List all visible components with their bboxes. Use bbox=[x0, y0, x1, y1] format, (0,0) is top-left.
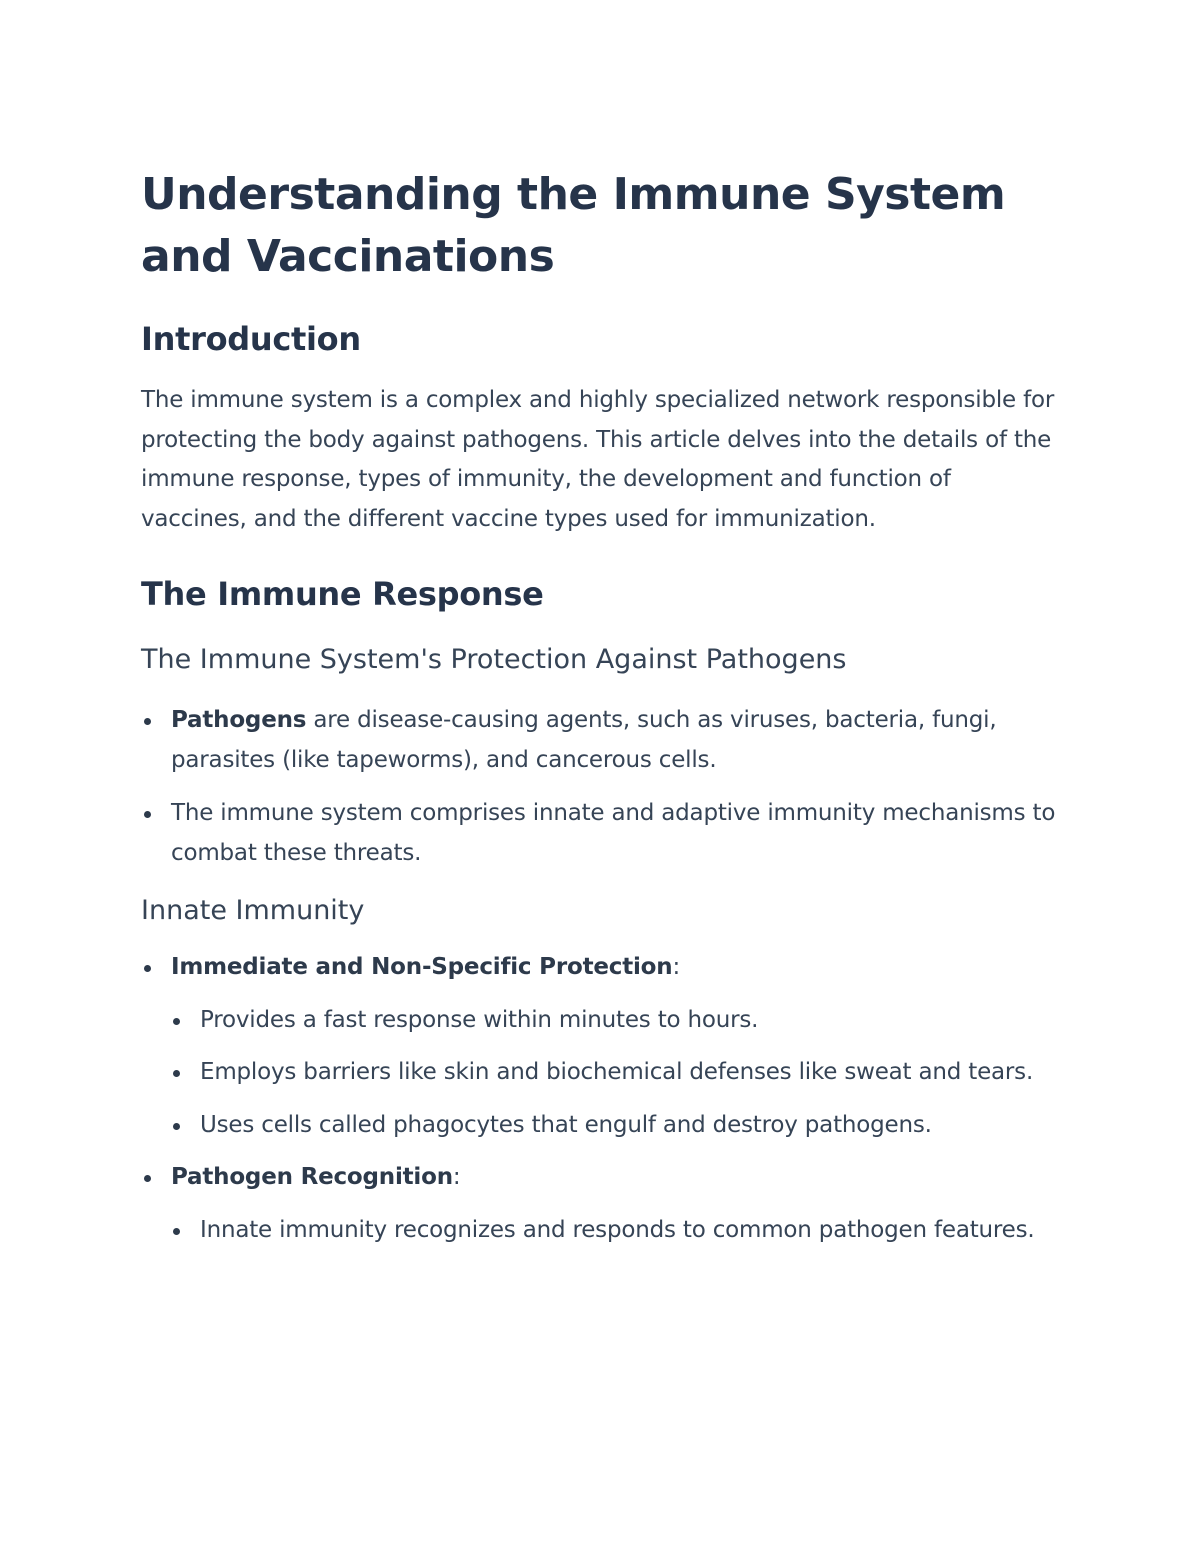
list-item-suffix: : bbox=[672, 954, 681, 980]
immune-response-heading: The Immune Response bbox=[141, 575, 544, 613]
bullet-icon bbox=[144, 1175, 151, 1182]
list-subitem-text: Provides a fast response within minutes to hours. bbox=[200, 1006, 759, 1033]
document-page bbox=[141, 164, 1061, 1250]
innate-immunity-subheading: Innate Immunity bbox=[141, 895, 365, 926]
list-subitem bbox=[141, 1001, 1061, 1041]
protection-list bbox=[141, 701, 1061, 873]
document-title: Understanding the Immune System and Vaccinations bbox=[141, 169, 1006, 282]
list-item bbox=[141, 794, 1061, 873]
list-item-text: are disease-causing agents, such as viruses, bacteria, fungi, parasites (like tapeworms), and cancerous cells. bbox=[171, 707, 997, 773]
introduction-heading: Introduction bbox=[141, 320, 361, 358]
innate-immunity-list bbox=[141, 948, 1061, 1250]
bullet-icon bbox=[173, 1018, 180, 1025]
list-item bbox=[141, 1158, 1061, 1198]
list-subitem-text: Innate immunity recognizes and responds to common pathogen features. bbox=[200, 1216, 1035, 1243]
list-item-bold: Pathogens bbox=[171, 707, 307, 733]
bullet-icon bbox=[144, 718, 151, 725]
introduction-paragraph: The immune system is a complex and highly specialized network responsible for protecting the body against pathogens. This article delves into the details of the immune response, types of immunity, the development and function of vaccines, and the different vaccine types used for immunization. bbox=[141, 387, 1055, 532]
list-subitem-text: Uses cells called phagocytes that engulf and destroy pathogens. bbox=[200, 1111, 932, 1138]
list-subitem-text: Employs barriers like skin and biochemical defenses like sweat and tears. bbox=[200, 1059, 1034, 1085]
list-item-bold: Immediate and Non-Specific Protection bbox=[171, 954, 673, 980]
list-item bbox=[141, 701, 1061, 780]
bullet-icon bbox=[173, 1123, 180, 1130]
bullet-icon bbox=[173, 1070, 180, 1077]
list-item-text: The immune system comprises innate and adaptive immunity mechanisms to combat these threats. bbox=[171, 800, 1056, 866]
protection-subheading: The Immune System's Protection Against Pathogens bbox=[141, 644, 847, 675]
list-subitem bbox=[141, 1053, 1061, 1093]
bullet-icon bbox=[173, 1228, 180, 1235]
list-item bbox=[141, 948, 1061, 988]
bullet-icon bbox=[144, 811, 151, 818]
bullet-icon bbox=[144, 965, 151, 972]
list-subitem bbox=[141, 1211, 1061, 1251]
list-item-bold: Pathogen Recognition bbox=[171, 1164, 453, 1190]
list-subitem bbox=[141, 1106, 1061, 1146]
list-item-suffix: : bbox=[452, 1164, 461, 1190]
